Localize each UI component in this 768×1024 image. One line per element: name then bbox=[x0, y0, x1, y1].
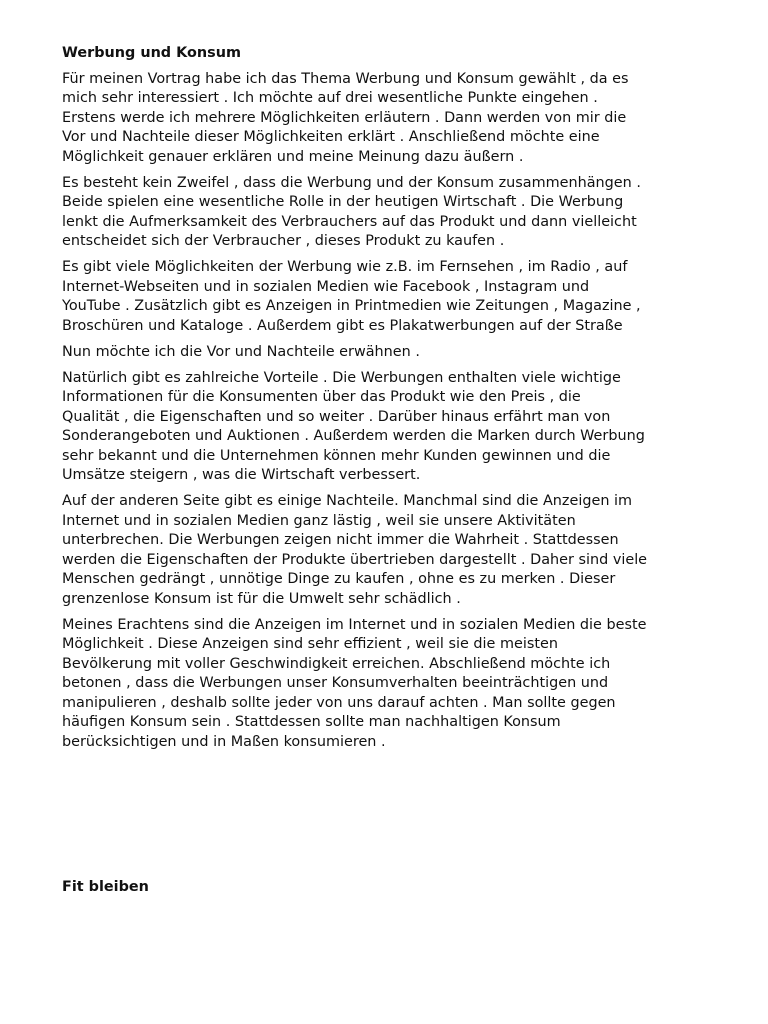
paragraph-line: Menschen gedrängt , unnötige Dinge zu kaufen , ohne es zu merken . Dieser bbox=[62, 571, 616, 587]
paragraph bbox=[62, 369, 712, 486]
paragraph-line: Erstens werde ich mehrere Möglichkeiten erläutern . Dann werden von mir die bbox=[62, 109, 627, 126]
paragraph bbox=[62, 174, 712, 252]
paragraph-line: Qualität , die Eigenschaften und so weiter . Darüber hinaus erfährt man von bbox=[62, 408, 611, 425]
paragraph-line: manipulieren , deshalb sollte jeder von uns darauf achten . Man sollte gegen bbox=[62, 694, 616, 711]
paragraph-line: Nun möchte ich die Vor und Nachteile erwähnen . bbox=[62, 343, 420, 360]
paragraph-line: sehr bekannt und die Unternehmen können mehr Kunden gewinnen und die bbox=[62, 447, 611, 464]
paragraph bbox=[62, 258, 712, 336]
paragraph-line: betonen , dass die Werbungen unser Konsumverhalten beeinträchtigen und bbox=[62, 675, 609, 691]
document-body bbox=[62, 44, 712, 759]
paragraph-line: häufigen Konsum sein . Stattdessen sollte man nachhaltigen Konsum bbox=[62, 714, 561, 730]
paragraph-line: berücksichtigen und in Maßen konsumieren . bbox=[62, 733, 386, 750]
paragraph-line: Für meinen Vortrag habe ich das Thema Werbung und Konsum gewählt , da es bbox=[62, 70, 629, 87]
paragraph-line: Auf der anderen Seite gibt es einige Nachteile. Manchmal sind die Anzeigen im bbox=[62, 493, 633, 509]
paragraph-line: Umsätze steigern , was die Wirtschaft verbessert. bbox=[62, 467, 421, 483]
paragraph bbox=[62, 616, 712, 753]
paragraph-line: Es gibt viele Möglichkeiten der Werbung wie z.B. im Fernsehen , im Radio , auf bbox=[62, 259, 628, 275]
paragraph-line: YouTube . Zusätzlich gibt es Anzeigen in Printmedien wie Zeitungen , Magazine , bbox=[62, 298, 641, 314]
paragraph-line: Sonderangeboten und Auktionen . Außerdem werden die Marken durch Werbung bbox=[62, 428, 645, 444]
paragraph bbox=[62, 492, 712, 609]
section-heading-fit-bleiben: Fit bleiben bbox=[62, 879, 149, 895]
paragraph-line: Internet-Webseiten und in sozialen Medien wie Facebook , Instagram und bbox=[62, 278, 590, 295]
paragraph-line: Es besteht kein Zweifel , dass die Werbung und der Konsum zusammenhängen . bbox=[62, 174, 641, 191]
paragraph-line: Internet und in sozialen Medien ganz lästig , weil sie unsere Aktivitäten bbox=[62, 512, 576, 529]
paragraph-line: werden die Eigenschaften der Produkte übertrieben dargestellt . Daher sind viele bbox=[62, 551, 648, 568]
paragraph-line: Broschüren und Kataloge . Außerdem gibt es Plakatwerbungen auf der Straße bbox=[62, 317, 623, 334]
paragraph-line: lenkt die Aufmerksamkeit des Verbrauchers auf das Produkt und dann vielleicht bbox=[62, 213, 637, 230]
paragraph-line: Möglichkeit genauer erklären und meine Meinung dazu äußern . bbox=[62, 148, 524, 165]
paragraph-line: grenzenlose Konsum ist für die Umwelt sehr schädlich . bbox=[62, 590, 461, 607]
paragraph-line: Meines Erachtens sind die Anzeigen im Internet und in sozialen Medien die beste bbox=[62, 616, 647, 633]
paragraph-line: Vor und Nachteile dieser Möglichkeiten erklärt . Anschließend möchte eine bbox=[62, 129, 600, 145]
paragraph bbox=[62, 343, 712, 363]
paragraph-line: entscheidet sich der Verbraucher , dieses Produkt zu kaufen . bbox=[62, 233, 505, 249]
paragraph-line: unterbrechen. Die Werbungen zeigen nicht immer die Wahrheit . Stattdessen bbox=[62, 532, 619, 548]
paragraph-list bbox=[62, 70, 712, 753]
paragraph-line: Informationen für die Konsumenten über das Produkt wie den Preis , die bbox=[62, 389, 581, 405]
page-title: Werbung und Konsum bbox=[62, 45, 241, 61]
paragraph-line: Möglichkeit . Diese Anzeigen sind sehr effizient , weil sie die meisten bbox=[62, 636, 558, 652]
paragraph-line: Bevölkerung mit voller Geschwindigkeit erreichen. Abschließend möchte ich bbox=[62, 655, 611, 672]
paragraph-line: mich sehr interessiert . Ich möchte auf drei wesentliche Punkte eingehen . bbox=[62, 90, 598, 106]
paragraph-line: Beide spielen eine wesentliche Rolle in der heutigen Wirtschaft . Die Werbung bbox=[62, 194, 624, 210]
paragraph bbox=[62, 70, 712, 168]
paragraph-line: Natürlich gibt es zahlreiche Vorteile . Die Werbungen enthalten viele wichtige bbox=[62, 369, 621, 386]
